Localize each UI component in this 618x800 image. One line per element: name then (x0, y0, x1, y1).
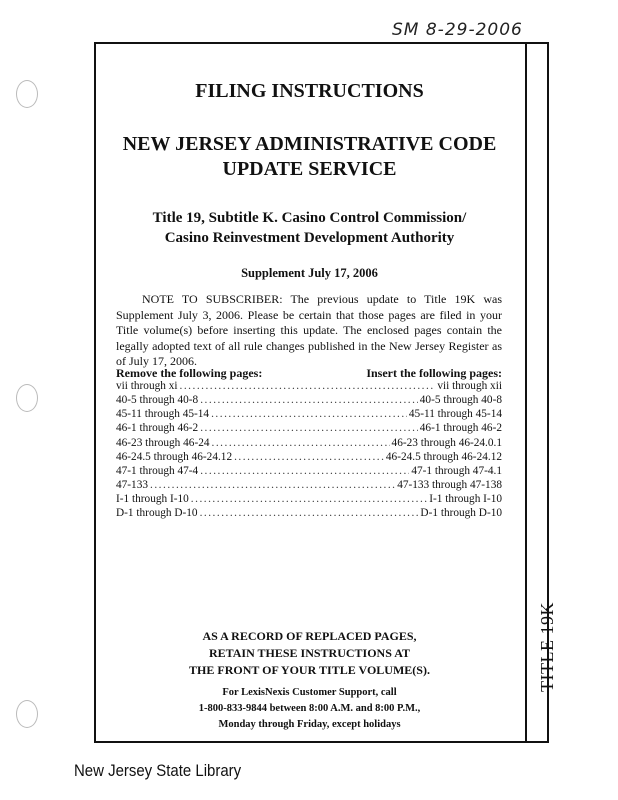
record-notice-line-3: THE FRONT OF YOUR TITLE VOLUME(S). (189, 663, 430, 677)
insert-pages: 47-1 through 47-4.1 (411, 465, 502, 477)
table-row (116, 394, 502, 406)
support-line-1: For LexisNexis Customer Support, call (222, 687, 397, 698)
handwritten-note: SM 8-29-2006 (392, 20, 523, 40)
remove-pages: 46-24.5 through 46-24.12 (116, 451, 233, 463)
support-line-3: Monday through Friday, except holidays (218, 719, 401, 730)
table-row (116, 422, 502, 434)
remove-pages: 47-1 through 47-4 (116, 465, 199, 477)
dot-leader (200, 394, 418, 406)
table-row (116, 451, 502, 463)
title-tab-label: TITLE 19K (537, 602, 557, 692)
remove-pages: I-1 through I-10 (116, 493, 189, 505)
punch-hole (16, 700, 38, 728)
tab-divider (525, 43, 527, 742)
remove-pages: 46-23 through 46-24 (116, 437, 210, 449)
subtitle-line-1: Title 19, Subtitle K. Casino Control Commission/ (152, 210, 467, 226)
document-title: FILING INSTRUCTIONS (195, 80, 424, 102)
punch-hole (16, 384, 38, 412)
dot-leader (234, 451, 384, 463)
record-notice-line-2: RETAIN THESE INSTRUCTIONS AT (208, 646, 411, 660)
dot-leader (180, 380, 436, 392)
dot-leader (200, 465, 409, 477)
insert-pages: 47-133 through 47-138 (397, 479, 502, 491)
table-row (116, 437, 502, 449)
insert-pages: D-1 through D-10 (420, 507, 502, 519)
service-title-line-2: UPDATE SERVICE (222, 158, 397, 180)
pages-table-header (116, 366, 502, 381)
remove-pages: vii through xi (116, 380, 178, 392)
note-to-subscriber: NOTE TO SUBSCRIBER: The previous update to Title 19K was Supplement July 3, 2006. Please be certain that those pages are filed in your Title volume(s) before inserting this update. The enclosed pages contain the legally adopted text of all rule changes published in the New Jersey Register as of July 17, 2006. (116, 292, 502, 368)
dot-leader (200, 507, 419, 519)
supplement-date: Supplement July 17, 2006 (241, 266, 378, 280)
dot-leader (191, 493, 427, 505)
subtitle-line-2: Casino Reinvestment Development Authority (164, 230, 455, 246)
dot-leader (150, 479, 395, 491)
remove-pages: 45-11 through 45-14 (116, 408, 210, 420)
insert-pages: 46-24.5 through 46-24.12 (385, 451, 502, 463)
customer-support-info (94, 685, 525, 733)
remove-pages: 46-1 through 46-2 (116, 422, 199, 434)
insert-pages: 46-1 through 46-2 (419, 422, 502, 434)
record-notice-line-1: AS A RECORD OF REPLACED PAGES, (202, 629, 417, 643)
insert-pages: 46-23 through 46-24.0.1 (391, 437, 502, 449)
insert-pages: 40-5 through 40-8 (419, 394, 502, 406)
table-row (116, 465, 502, 477)
table-row (116, 507, 502, 519)
dot-leader (200, 422, 418, 434)
table-row (116, 380, 502, 392)
insert-pages: 45-11 through 45-14 (408, 408, 502, 420)
insert-header: Insert the following pages: (366, 366, 502, 380)
table-row (116, 479, 502, 491)
remove-pages: 47-133 (116, 479, 149, 491)
remove-pages: 40-5 through 40-8 (116, 394, 199, 406)
library-stamp: New Jersey State Library (74, 761, 242, 780)
remove-header: Remove the following pages: (116, 366, 263, 380)
dot-leader (211, 408, 407, 420)
record-notice (94, 628, 525, 679)
insert-pages: vii through xii (437, 380, 502, 392)
table-row (116, 493, 502, 505)
punch-hole (16, 80, 38, 108)
dot-leader (212, 437, 390, 449)
insert-pages: I-1 through I-10 (429, 493, 502, 505)
service-title-line-1: NEW JERSEY ADMINISTRATIVE CODE (122, 133, 497, 155)
table-row (116, 408, 502, 420)
support-line-2: 1-800-833-9844 between 8:00 A.M. and 8:00 P.M., (198, 703, 421, 714)
remove-pages: D-1 through D-10 (116, 507, 198, 519)
